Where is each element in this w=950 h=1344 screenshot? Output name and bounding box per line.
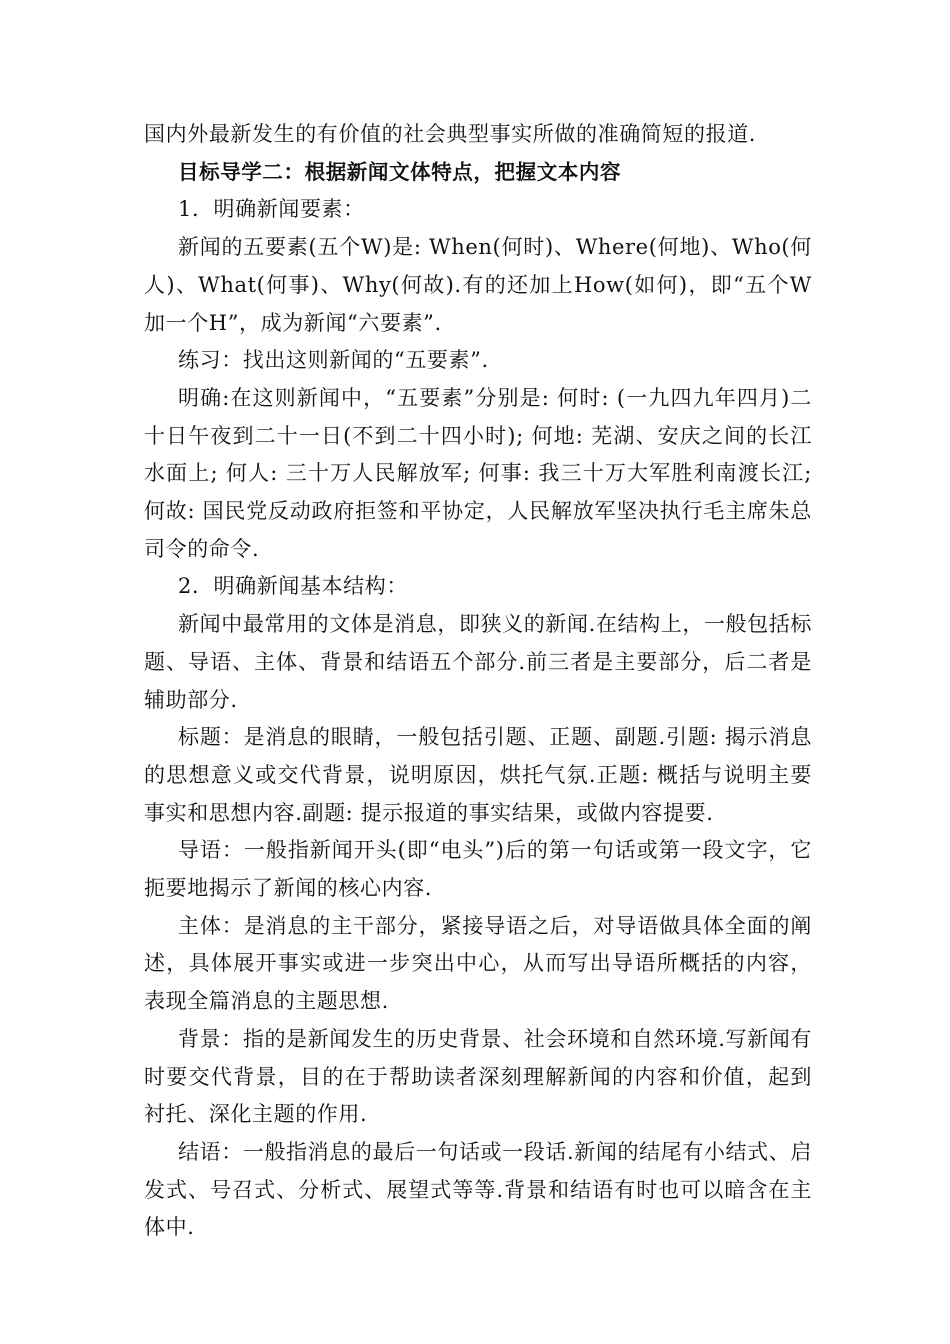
subheading-news-structure: 2．明确新闻基本结构： [178,574,408,599]
paragraph-conclusion: 结语：一般指消息的最后一句话或一段话.新闻的结尾有小结式、启发式、号召式、分析式、展望式等等.背景和结语有时也可以暗含在主体中. [144,1139,812,1240]
paragraph-structure-overview: 新闻中最常用的文体是消息，即狭义的新闻.在结构上，一般包括标题、导语、主体、背景和结语五个部分.前三者是主要部分，后二者是辅助部分. [144,612,812,712]
paragraph-five-elements: 新闻的五要素(五个W)是: When(何时)、Where(何地)、Who(何人)、What(何事)、Why(何故).有的还加上How(如何)，即“五个W加一个H”，成为新闻“六要素”. [144,235,812,335]
section-heading-target-two: 目标导学二：根据新闻文体特点，把握文本内容 [178,159,622,184]
paragraph-exercise: 练习：找出这则新闻的“五要素”. [178,348,489,373]
paragraph-answer: 明确:在这则新闻中，“五要素”分别是: 何时: (一九四九年四月)二十日午夜到二十一日(不到二十四小时); 何地: 芜湖、安庆之间的长江水面上; 何人: 三十万人民解放军; 何事: 我三十万大军胜利南渡长江; 何故: 国民党反动政府拒签和平协定，人民解放军坚决执行毛主席朱总司令的命令. [144,385,812,561]
paragraph-lead: 导语：一般指新闻开头(即“电头”)后的第一句话或第一段文字，它扼要地揭示了新闻的核心内容. [144,838,812,901]
paragraph-body: 主体：是消息的主干部分，紧接导语之后，对导语做具体全面的阐述，具体展开事实或进一步突出中心，从而写出导语所概括的内容，表现全篇消息的主题思想. [144,913,812,1014]
subheading-news-elements: 1．明确新闻要素： [178,197,365,222]
document-body [144,116,812,1247]
paragraph-continuation: 国内外最新发生的有价值的社会典型事实所做的准确简短的报道. [144,122,757,146]
paragraph-background: 背景：指的是新闻发生的历史背景、社会环境和自然环境.写新闻有时要交代背景，目的在于帮助读者深刻理解新闻的内容和价值，起到衬托、深化主题的作用. [144,1026,812,1127]
paragraph-headline: 标题：是消息的眼睛，一般包括引题、正题、副题.引题: 揭示消息的思想意义或交代背景，说明原因，烘托气氛.正题: 概括与说明主要事实和思想内容.副题: 提示报道的事实结果，或做内容提要. [144,725,812,825]
